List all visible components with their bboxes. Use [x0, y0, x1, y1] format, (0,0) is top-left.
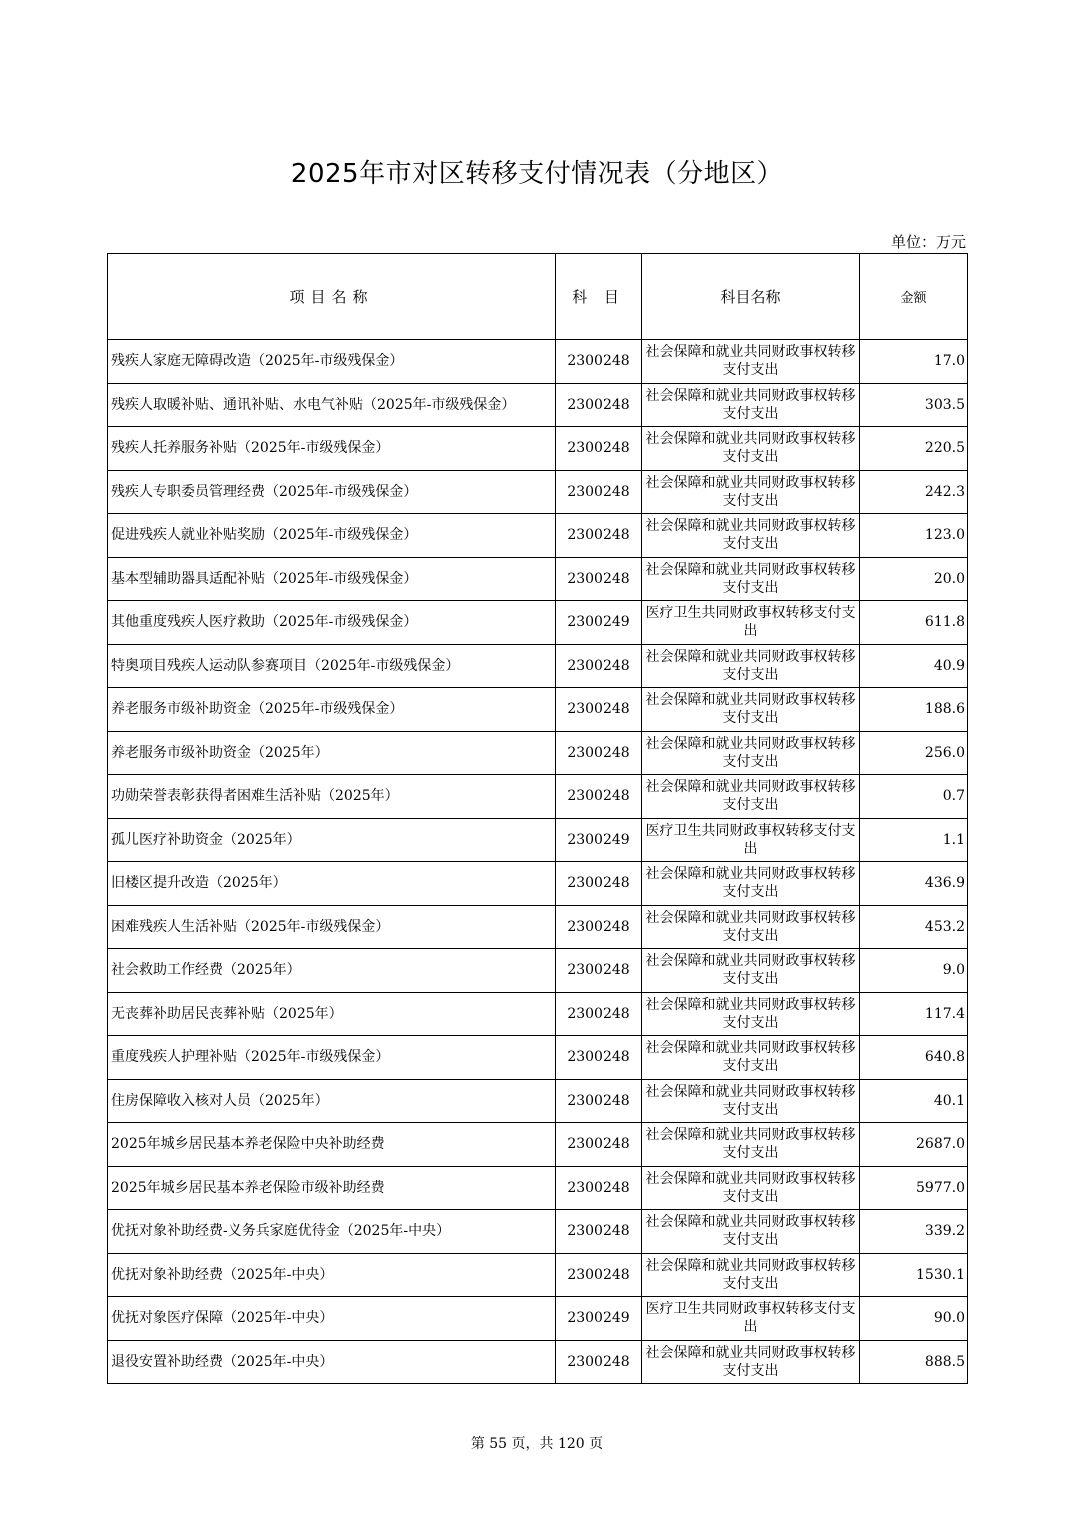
- subject-name-cell: 社会保障和就业共同财政事权转移支付支出: [642, 862, 860, 906]
- table-row: [108, 1123, 968, 1167]
- page-footer: 第 55 页，共 120 页: [470, 1436, 604, 1452]
- subject-name-cell: 社会保障和就业共同财政事权转移支付支出: [642, 1210, 860, 1254]
- subject-name-cell: 医疗卫生共同财政事权转移支付支出: [642, 1297, 860, 1341]
- subject-code-cell: 2300248: [556, 905, 642, 949]
- project-name-cell: 社会救助工作经费（2025年）: [108, 949, 556, 993]
- subject-code-cell: 2300248: [556, 731, 642, 775]
- amount-cell: 888.5: [860, 1340, 968, 1384]
- amount-cell: 220.5: [860, 427, 968, 471]
- subject-name-cell: 社会保障和就业共同财政事权转移支付支出: [642, 1340, 860, 1384]
- subject-name-cell: 社会保障和就业共同财政事权转移支付支出: [642, 905, 860, 949]
- amount-cell: 1.1: [860, 818, 968, 862]
- subject-code-cell: 2300248: [556, 1036, 642, 1080]
- amount-cell: 1530.1: [860, 1253, 968, 1297]
- subject-code-cell: 2300248: [556, 557, 642, 601]
- project-name-cell: 孤儿医疗补助资金（2025年）: [108, 818, 556, 862]
- project-name-cell: 困难残疾人生活补贴（2025年-市级残保金）: [108, 905, 556, 949]
- table-row: [108, 1340, 968, 1384]
- table-row: [108, 688, 968, 732]
- amount-cell: 123.0: [860, 514, 968, 558]
- subject-name-cell: 社会保障和就业共同财政事权转移支付支出: [642, 644, 860, 688]
- project-name-cell: 功勋荣誉表彰获得者困难生活补贴（2025年）: [108, 775, 556, 819]
- project-name-cell: 残疾人专职委员管理经费（2025年-市级残保金）: [108, 470, 556, 514]
- subject-name-cell: 医疗卫生共同财政事权转移支付支出: [642, 818, 860, 862]
- table-row: [108, 1166, 968, 1210]
- project-name-cell: 残疾人家庭无障碍改造（2025年-市级残保金）: [108, 340, 556, 384]
- subject-name-cell: 社会保障和就业共同财政事权转移支付支出: [642, 1036, 860, 1080]
- subject-code-cell: 2300249: [556, 818, 642, 862]
- project-name-cell: 住房保障收入核对人员（2025年）: [108, 1079, 556, 1123]
- subject-code-cell: 2300248: [556, 427, 642, 471]
- subject-code-cell: 2300248: [556, 514, 642, 558]
- amount-cell: 453.2: [860, 905, 968, 949]
- project-name-cell: 无丧葬补助居民丧葬补贴（2025年）: [108, 992, 556, 1036]
- subject-code-cell: 2300249: [556, 1297, 642, 1341]
- project-name-cell: 残疾人托养服务补贴（2025年-市级残保金）: [108, 427, 556, 471]
- amount-cell: 20.0: [860, 557, 968, 601]
- subject-code-cell: 2300248: [556, 644, 642, 688]
- subject-name-cell: 社会保障和就业共同财政事权转移支付支出: [642, 1079, 860, 1123]
- amount-cell: 242.3: [860, 470, 968, 514]
- project-name-cell: 退役安置补助经费（2025年-中央）: [108, 1340, 556, 1384]
- table-row: [108, 383, 968, 427]
- table-row: [108, 818, 968, 862]
- project-name-cell: 特奥项目残疾人运动队参赛项目（2025年-市级残保金）: [108, 644, 556, 688]
- subject-name-cell: 社会保障和就业共同财政事权转移支付支出: [642, 427, 860, 471]
- table-row: [108, 862, 968, 906]
- page-title: 2025年市对区转移支付情况表（分地区）: [290, 159, 784, 189]
- amount-cell: 90.0: [860, 1297, 968, 1341]
- unit-label: 单位：万元: [890, 233, 966, 251]
- subject-code-cell: 2300248: [556, 949, 642, 993]
- table-row: [108, 557, 968, 601]
- subject-code-cell: 2300248: [556, 1210, 642, 1254]
- table-row: [108, 514, 968, 558]
- table-row: [108, 949, 968, 993]
- amount-cell: 640.8: [860, 1036, 968, 1080]
- subject-name-cell: 医疗卫生共同财政事权转移支付支出: [642, 601, 860, 645]
- subject-name-cell: 社会保障和就业共同财政事权转移支付支出: [642, 340, 860, 384]
- subject-name-cell: 社会保障和就业共同财政事权转移支付支出: [642, 470, 860, 514]
- subject-name-cell: 社会保障和就业共同财政事权转移支付支出: [642, 949, 860, 993]
- table-body: [108, 340, 968, 1384]
- amount-cell: 40.9: [860, 644, 968, 688]
- header-subject-code: 科 目: [556, 254, 642, 340]
- project-name-cell: 优抚对象补助经费-义务兵家庭优待金（2025年-中央）: [108, 1210, 556, 1254]
- subject-code-cell: 2300248: [556, 1079, 642, 1123]
- table-row: [108, 470, 968, 514]
- header-project-name: 项目名称: [108, 254, 556, 340]
- amount-cell: 5977.0: [860, 1166, 968, 1210]
- subject-name-cell: 社会保障和就业共同财政事权转移支付支出: [642, 1123, 860, 1167]
- subject-name-cell: 社会保障和就业共同财政事权转移支付支出: [642, 1253, 860, 1297]
- amount-cell: 117.4: [860, 992, 968, 1036]
- table-row: [108, 905, 968, 949]
- amount-cell: 0.7: [860, 775, 968, 819]
- amount-cell: 9.0: [860, 949, 968, 993]
- subject-name-cell: 社会保障和就业共同财政事权转移支付支出: [642, 775, 860, 819]
- subject-code-cell: 2300248: [556, 688, 642, 732]
- subject-code-cell: 2300248: [556, 862, 642, 906]
- subject-code-cell: 2300249: [556, 601, 642, 645]
- table-row: [108, 1079, 968, 1123]
- project-name-cell: 其他重度残疾人医疗救助（2025年-市级残保金）: [108, 601, 556, 645]
- table-row: [108, 1210, 968, 1254]
- amount-cell: 436.9: [860, 862, 968, 906]
- table-row: [108, 1036, 968, 1080]
- project-name-cell: 旧楼区提升改造（2025年）: [108, 862, 556, 906]
- project-name-cell: 基本型辅助器具适配补贴（2025年-市级残保金）: [108, 557, 556, 601]
- table-row: [108, 1297, 968, 1341]
- project-name-cell: 养老服务市级补助资金（2025年-市级残保金）: [108, 688, 556, 732]
- subject-code-cell: 2300248: [556, 1166, 642, 1210]
- subject-name-cell: 社会保障和就业共同财政事权转移支付支出: [642, 1166, 860, 1210]
- project-name-cell: 2025年城乡居民基本养老保险中央补助经费: [108, 1123, 556, 1167]
- project-name-cell: 重度残疾人护理补贴（2025年-市级残保金）: [108, 1036, 556, 1080]
- project-name-cell: 优抚对象医疗保障（2025年-中央）: [108, 1297, 556, 1341]
- subject-code-cell: 2300248: [556, 992, 642, 1036]
- table-header-row: [108, 254, 968, 340]
- subject-code-cell: 2300248: [556, 775, 642, 819]
- amount-cell: 339.2: [860, 1210, 968, 1254]
- subject-code-cell: 2300248: [556, 1123, 642, 1167]
- amount-cell: 256.0: [860, 731, 968, 775]
- subject-name-cell: 社会保障和就业共同财政事权转移支付支出: [642, 688, 860, 732]
- project-name-cell: 残疾人取暖补贴、通讯补贴、水电气补贴（2025年-市级残保金）: [108, 383, 556, 427]
- subject-code-cell: 2300248: [556, 1253, 642, 1297]
- subject-name-cell: 社会保障和就业共同财政事权转移支付支出: [642, 514, 860, 558]
- subject-code-cell: 2300248: [556, 470, 642, 514]
- amount-cell: 17.0: [860, 340, 968, 384]
- table-row: [108, 427, 968, 471]
- table-row: [108, 1253, 968, 1297]
- table-row: [108, 601, 968, 645]
- project-name-cell: 2025年城乡居民基本养老保险市级补助经费: [108, 1166, 556, 1210]
- subject-code-cell: 2300248: [556, 1340, 642, 1384]
- subject-name-cell: 社会保障和就业共同财政事权转移支付支出: [642, 383, 860, 427]
- project-name-cell: 优抚对象补助经费（2025年-中央）: [108, 1253, 556, 1297]
- amount-cell: 2687.0: [860, 1123, 968, 1167]
- subject-code-cell: 2300248: [556, 383, 642, 427]
- table-row: [108, 340, 968, 384]
- project-name-cell: 促进残疾人就业补贴奖励（2025年-市级残保金）: [108, 514, 556, 558]
- amount-cell: 40.1: [860, 1079, 968, 1123]
- amount-cell: 611.8: [860, 601, 968, 645]
- project-name-cell: 养老服务市级补助资金（2025年）: [108, 731, 556, 775]
- subject-code-cell: 2300248: [556, 340, 642, 384]
- table-row: [108, 992, 968, 1036]
- table-row: [108, 644, 968, 688]
- table-row: [108, 731, 968, 775]
- subject-name-cell: 社会保障和就业共同财政事权转移支付支出: [642, 992, 860, 1036]
- header-subject-name: 科目名称: [642, 254, 860, 340]
- transfer-payment-table: [107, 253, 968, 1384]
- amount-cell: 303.5: [860, 383, 968, 427]
- subject-name-cell: 社会保障和就业共同财政事权转移支付支出: [642, 731, 860, 775]
- header-amount: 金额: [860, 254, 968, 340]
- subject-name-cell: 社会保障和就业共同财政事权转移支付支出: [642, 557, 860, 601]
- table-row: [108, 775, 968, 819]
- amount-cell: 188.6: [860, 688, 968, 732]
